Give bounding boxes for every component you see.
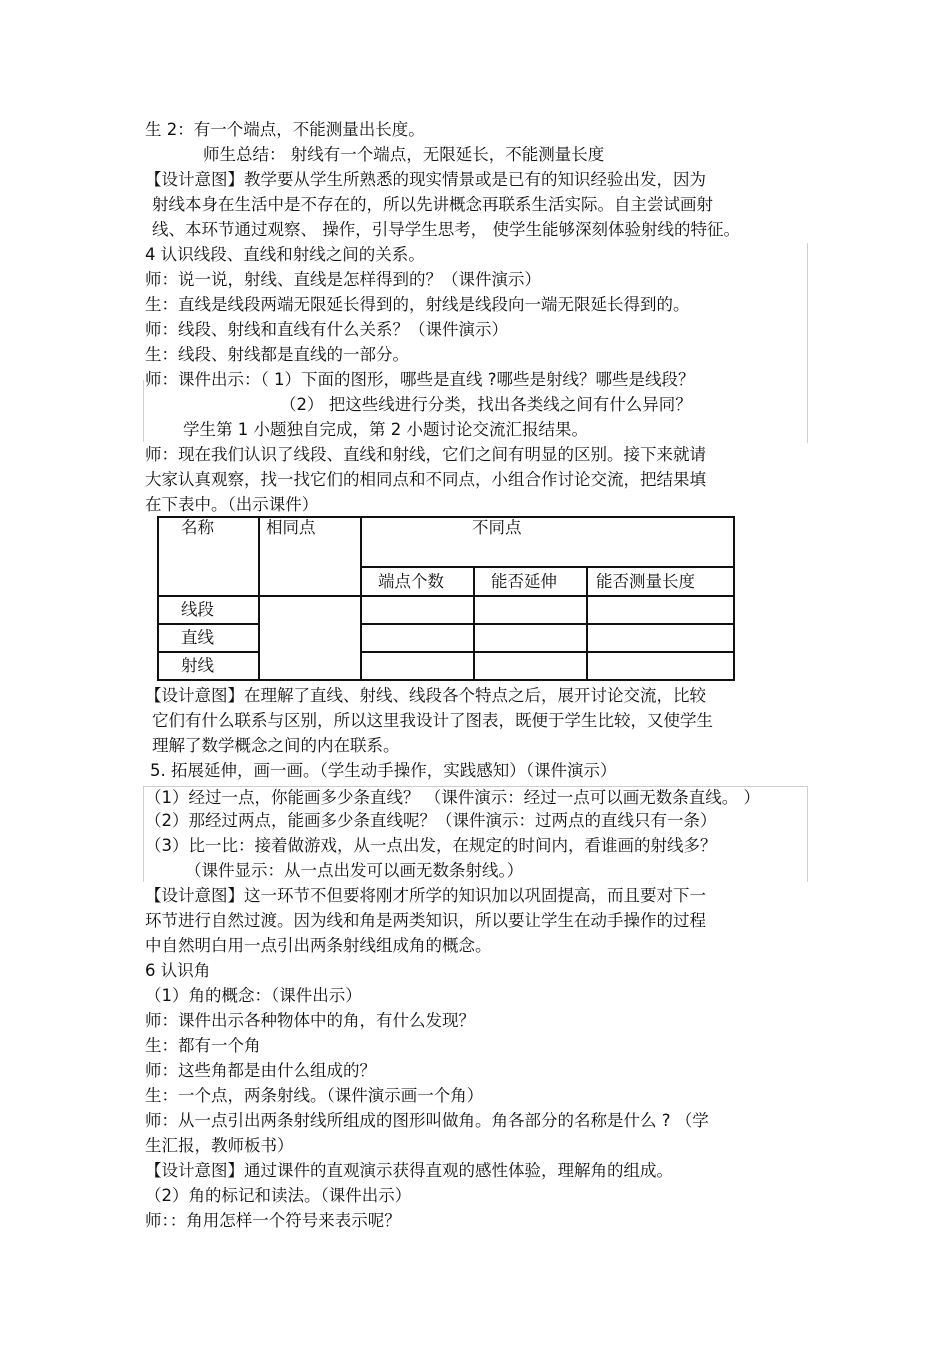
text-line: （1）角的概念：（课件出示）: [145, 986, 362, 1005]
text-line: 生汇报，教师板书）: [145, 1136, 294, 1155]
margin-line-right-top: [807, 243, 808, 443]
subheader-extend: 能否延伸: [474, 567, 587, 596]
text-line: （课件显示：从一点出发可以画无数条射线。）: [185, 861, 524, 880]
text-line: 生：都有一个角: [145, 1036, 261, 1055]
text-line: 它们有什么联系与区别，所以这里我设计了图表，既便于学生比较，又使学生: [152, 711, 713, 730]
text-line: 线、本环节通过观察、 操作，引导学生思考， 使学生能够深刻体验射线的特征。: [152, 220, 740, 239]
text-line: 学生第 1 小题独自完成，第 2 小题讨论交流汇报结果。: [183, 420, 588, 439]
table-cell: [587, 596, 734, 624]
text-line: 生 2：有一个端点，不能测量出长度。: [145, 120, 425, 139]
same-cell: [259, 596, 361, 680]
section5-box-top: [143, 786, 807, 787]
text-line: 生：线段、射线都是直线的一部分。: [145, 345, 409, 364]
text-line: 生：一个点，两条射线。（课件演示画一个角）: [145, 1086, 484, 1105]
text-line: 【设计意图】教学要从学生所熟悉的现实情景或是已有的知识经验出发，因为: [145, 170, 706, 189]
comparison-table: [157, 516, 735, 681]
row-label: 直线: [158, 624, 259, 652]
text-line: 【设计意图】这一环节不但要将刚才所学的知识加以巩固提高，而且要对下一: [145, 886, 706, 905]
table-cell: [587, 652, 734, 680]
table-cell: [361, 652, 474, 680]
row-label: 射线: [158, 652, 259, 680]
section-heading: 4 认识线段、直线和射线之间的关系。: [145, 245, 425, 264]
text-line: （1）经过一点，你能画多少条直线？ （课件演示：经过一点可以画无数条直线。 ）: [145, 788, 760, 807]
text-line: 射线本身在生活中是不存在的，所以先讲概念再联系生活实际。自主尝试画射: [152, 195, 713, 214]
margin-line-left-mid: [143, 380, 144, 442]
text-line: （3）比一比：接着做游戏，从一点出发，在规定的时间内，看谁画的射线多？: [145, 836, 717, 855]
text-line: 【设计意图】在理解了直线、射线、线段各个特点之后，展开讨论交流，比较: [145, 686, 706, 705]
text-line: 师：说一说，射线、直线是怎样得到的？（课件演示）: [145, 270, 541, 289]
text-line: 师生总结： 射线有一个端点，无限延长，不能测量长度: [203, 145, 605, 164]
text-line: 师：：角用怎样一个符号来表示呢？: [145, 1211, 401, 1230]
subheader-endpoints: 端点个数: [361, 567, 474, 596]
section5-box-right: [807, 786, 808, 882]
text-line: 师：课件出示各种物体中的角，有什么发现？: [145, 1011, 475, 1030]
text-line: 生：直线是线段两端无限延长得到的，射线是线段向一端无限延长得到的。: [145, 295, 690, 314]
text-line: （2） 把这些线进行分类，找出各类线之间有什么异同？: [280, 395, 692, 414]
table-cell: [474, 596, 587, 624]
table-cell: [361, 624, 474, 652]
text-line: 大家认真观察，找一找它们的相同点和不同点，小组合作讨论交流，把结果填: [145, 470, 706, 489]
text-line: 师：课件出示：（ 1）下面的图形，哪些是直线 ?哪些是射线？哪些是线段？: [145, 370, 695, 389]
text-line: 师：现在我们认识了线段、直线和射线，它们之间有明显的区别。接下来就请: [145, 445, 706, 464]
text-line: 师：这些角都是由什么组成的？: [145, 1061, 376, 1080]
row-label: 线段: [158, 596, 259, 624]
text-line: 环节进行自然过渡。因为线和角是两类知识，所以要让学生在动手操作的过程: [145, 911, 706, 930]
text-line: 【设计意图】通过课件的直观演示获得直观的感性体验，理解角的组成。: [145, 1161, 673, 1180]
text-line: 中自然明白用一点引出两条射线组成角的概念。: [145, 936, 492, 955]
table-cell: [361, 596, 474, 624]
table-cell: [474, 624, 587, 652]
text-line: （2）角的标记和读法。（课件出示）: [145, 1186, 412, 1205]
subheader-measure: 能否测量长度: [587, 567, 734, 596]
section-heading: 5. 拓展延伸，画一画。（学生动手操作，实践感知）（课件演示）: [150, 761, 617, 780]
section5-box-left: [143, 786, 144, 882]
text-line: 在下表中。（出示课件）: [145, 495, 319, 514]
text-line: （2）那经过两点，能画多少条直线呢？（课件演示：过两点的直线只有一条）: [145, 811, 717, 830]
table-cell: [474, 652, 587, 680]
table-cell: [587, 624, 734, 652]
header-same: 相同点: [259, 517, 361, 596]
text-line: 师：从一点引出两条射线所组成的图形叫做角。角各部分的名称是什么 ? （学: [145, 1111, 709, 1130]
header-name: 名称: [158, 517, 259, 596]
section-heading: 6 认识角: [145, 961, 211, 980]
text-line: 理解了数学概念之间的内在联系。: [152, 736, 400, 755]
text-line: 师：线段、射线和直线有什么关系？（课件演示）: [145, 320, 508, 339]
header-diff: 不同点: [361, 517, 734, 567]
